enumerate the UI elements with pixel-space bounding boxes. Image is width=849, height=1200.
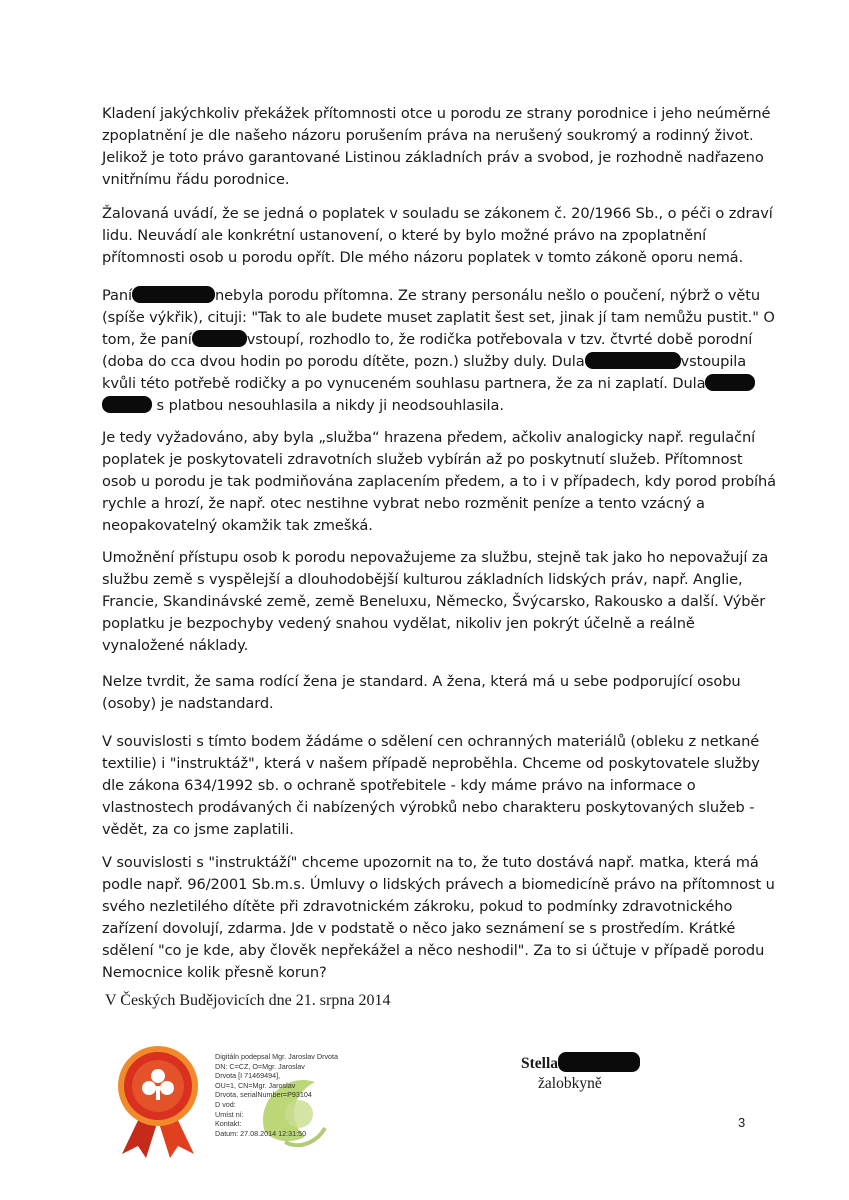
paragraph-3 <box>102 285 778 417</box>
signature-line: DN: C=CZ, O=Mgr. Jaroslav <box>215 1061 305 1071</box>
paragraph-3-part-3: vstoupí, rozhodlo to, že rodička potřebovala v tzv. čtvrté době porodní (doba do cca dvou hodin po porodu dítěte, pozn.) služby duly. Dula <box>102 331 753 370</box>
paragraph-5: Umožnění přístupu osob k porodu nepovažujeme za službu, stejně tak jako ho nepovažují za službu země s vyspělejší a dlouhodobější kulturou základních lidských práv, např. Anglie, Francie, Skandinávské země, země Beneluxu, Německo, Švýcarsko, Rakousko a další. Výběr poplatku je bezpochyby vedený snahou vydělat, nikoliv jen pokrýt účelně a reálně vynaložené náklady. <box>102 549 769 654</box>
paragraph-3-part-2: nebyla porodu přítomna. Ze strany personálu nešlo o poučení, nýbrž o větu (spíše výkřik), cituji: "Tak to ale budete muset zaplatit šest set, jinak jí tam nemůžu pustit." O tom, že paní <box>102 287 775 348</box>
paragraph-6: Nelze tvrdit, že sama rodící žena je standard. A žena, která má u sebe podporující osobu (osoby) je nadstandard. <box>102 673 741 712</box>
signature-line: Datum: 27.08.2014 12:31:50 <box>215 1128 307 1138</box>
paragraph-2: Žalovaná uvádí, že se jedná o poplatek v souladu se zákonem č. 20/1966 Sb., o péči o zdraví lidu. Neuvádí ale konkrétní ustanovení, o které by bylo možné právo na zpoplatnění přítomnosti osob u porodu opřít. Dle mého názoru poplatek v tomto zákoně oporu nemá. <box>102 205 773 266</box>
paragraph-3-part-1: Paní <box>102 287 132 304</box>
redaction-bar <box>705 374 755 391</box>
signature-line: Digitáln podepsal Mgr. Jaroslav Drvota <box>215 1052 339 1061</box>
redaction-bar <box>192 330 247 347</box>
signature-line: Kontakt: <box>215 1119 242 1129</box>
paragraph-8: V souvislosti s "instruktáží" chceme upozornit na to, že tuto dostává např. matka, která má podle např. 96/2001 Sb.m.s. Úmluvy o lidských právech a biomedicíně právo na přítomnost u svého nezletilého dítěte při zdravotnickém zákroku, pokud to podmínky zdravotnického zařízení dovolují, zdarma. Jde v podstatě o něco jako seznámení se s prostředím. Krátké sdělení "co je kde, aby člověk nepřekážel a něco neshodil". Za to si účtuje v případě porodu Nemocnice kolik přesně korun? <box>102 854 775 981</box>
paragraph-7: V souvislosti s tímto bodem žádáme o sdělení cen ochranných materiálů (obleku z netkané textilie) i "instruktáž", která v našem případě neproběhla. Chceme od poskytovatele služby dle zákona 634/1992 sb. o ochraně spotřebitele - kdy máme právo na informace o vlastnostech prodávaných či nabízených výrobků nebo charakteru poskytovaných služeb - vědět, za co jsme zaplatili. <box>102 733 760 838</box>
paragraph-1: Kladení jakýchkoliv překážek přítomnosti otce u porodu ze strany porodnice i jeho neúměrné zpoplatnění je dle našeho názoru porušením práva na nerušený soukromý a rodinný život. Jelikož je toto právo garantované Listinou základních práv a svobod, je rozhodně nadřazeno vnitřnímu řádu porodnice. <box>102 105 771 188</box>
digital-signature-block <box>215 1052 370 1138</box>
signature-line: Umíst ní: <box>215 1109 244 1119</box>
signature-line: OU=1, CN=Mgr. Jaroslav <box>215 1080 296 1090</box>
page-number: 3 <box>738 1115 746 1130</box>
wax-seal-icon <box>112 1042 204 1160</box>
place-and-date: V Českých Budějovicích dne 21. srpna 2014 <box>105 992 391 1009</box>
paragraph-3-part-4: vstoupila kvůli této potřebě rodičky a po vynuceném souhlasu partnera, že za ni zaplatí. Dula <box>102 353 747 392</box>
paragraph-4: Je tedy vyžadováno, aby byla „služba“ hrazena předem, ačkoliv analogicky např. regulační poplatek je poskytovateli zdravotních služeb vybírán až po poskytnutí služeb. Přítomnost osob u porodu je tak podmiňována zaplacením předem, a to i v případech, kdy porod probíhá rychle a hrozí, že např. otec nestihne vybrat nebo rozměnit peníze a tento vzácný a neopakovatelný okamžik tak zmešká. <box>102 429 776 534</box>
plaintiff-signature <box>521 1052 640 1094</box>
paragraph-3-part-5: s platbou nesouhlasila a nikdy ji neodsouhlasila. <box>156 397 504 414</box>
plaintiff-name: Stella <box>521 1055 559 1072</box>
signature-line: D vod: <box>215 1099 236 1109</box>
redaction-bar <box>132 286 215 303</box>
redaction-bar <box>102 396 152 413</box>
redaction-bar <box>558 1052 640 1072</box>
plaintiff-role: žalobkyně <box>538 1075 602 1092</box>
redaction-bar <box>585 352 681 369</box>
signature-line: Drvota [I 71469494], <box>215 1071 281 1081</box>
signature-line: Drvota, serialNumber=P93104 <box>215 1090 312 1100</box>
